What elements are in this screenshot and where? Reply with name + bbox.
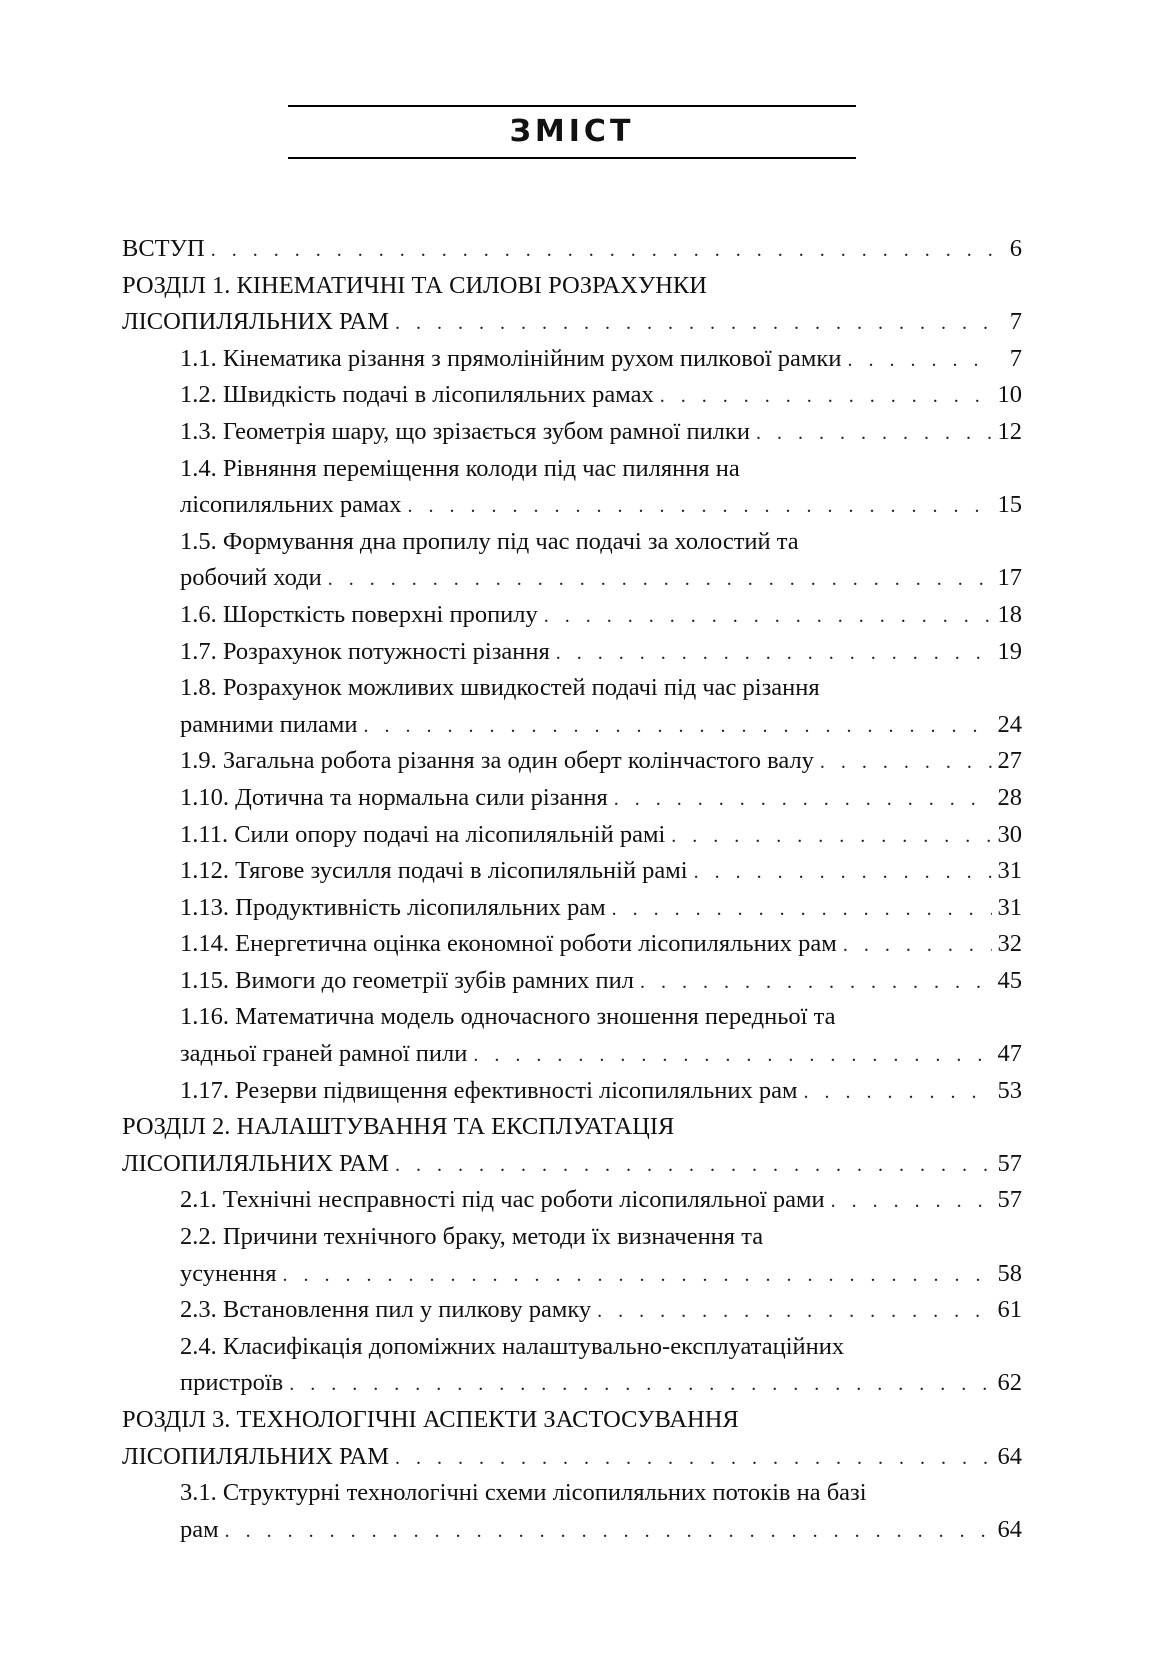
toc-entry-title: пристроїв	[180, 1365, 285, 1402]
toc-entry-title: 1.3. Геометрія шару, що зрізається зубом рамної пилки	[180, 414, 752, 451]
toc-page-number: 64	[997, 1442, 1022, 1470]
toc-entry	[122, 1329, 1022, 1366]
toc-entry	[122, 817, 1022, 854]
toc-leader-dots	[847, 342, 992, 379]
toc-entry	[122, 963, 1022, 1000]
toc-leader-dots	[820, 744, 992, 781]
toc-entry-title: 1.13. Продуктивність лісопиляльних рам	[180, 890, 608, 927]
toc-entry-title: 1.1. Кінематика різання з прямолінійним рухом пилкової рамки	[180, 341, 843, 378]
toc-leader-dots	[225, 1513, 992, 1550]
toc-leader-dots	[289, 1366, 992, 1403]
toc-page-number: 57	[997, 1149, 1022, 1177]
toc-leader-dots	[544, 598, 992, 635]
toc-leader-dots	[364, 708, 992, 745]
toc-entry	[122, 268, 1022, 305]
toc-leader-dots	[660, 378, 992, 415]
toc-leader-dots	[694, 854, 992, 891]
toc-entry	[122, 231, 1022, 268]
page-title: ЗМІСТ	[509, 114, 635, 149]
toc-entry-title: РОЗДІЛ 2. НАЛАШТУВАННЯ ТА ЕКСПЛУАТАЦІЯ	[122, 1113, 675, 1141]
toc-entry	[122, 634, 1022, 671]
toc-entry	[122, 707, 1022, 744]
toc-leader-dots	[473, 1037, 992, 1074]
toc-leader-dots	[612, 891, 992, 928]
toc-entry-title: задньої граней рамної пили	[180, 1036, 469, 1073]
toc-leader-dots	[804, 1074, 992, 1111]
toc-page-number: 64	[997, 1515, 1022, 1543]
toc-page-number: 53	[997, 1076, 1022, 1104]
toc-entry-title: 1.2. Швидкість подачі в лісопиляльних рамах	[180, 377, 656, 414]
toc-entry	[122, 1365, 1022, 1402]
toc-entry	[122, 999, 1022, 1036]
toc-entry-title: 2.3. Встановлення пил у пилкову рамку	[180, 1292, 593, 1329]
toc-entry	[122, 780, 1022, 817]
toc-entry-title: 1.5. Формування дна пропилу під час подачі за холостий та	[180, 527, 799, 555]
toc-entry-title: рам	[180, 1512, 221, 1549]
toc-entry	[122, 341, 1022, 378]
toc-entry-title: 1.7. Розрахунок потужності різання	[180, 634, 552, 671]
toc-entry	[122, 743, 1022, 780]
toc-entry-title: 1.8. Розрахунок можливих швидкостей подачі під час різання	[180, 674, 820, 702]
toc-leader-dots	[395, 1147, 992, 1184]
toc-page-number: 18	[997, 600, 1022, 628]
toc-page-number: 31	[997, 857, 1022, 885]
toc-leader-dots	[395, 305, 992, 342]
toc-entry	[122, 451, 1022, 488]
toc-page-number: 30	[997, 820, 1022, 848]
toc-entry	[122, 1109, 1022, 1146]
toc-leader-dots	[211, 232, 992, 269]
toc-page-number: 19	[997, 637, 1022, 665]
toc-entry	[122, 1219, 1022, 1256]
toc-entry	[122, 414, 1022, 451]
toc-leader-dots	[328, 561, 992, 598]
toc-entry	[122, 524, 1022, 561]
toc-entry-title: лісопиляльних рамах	[180, 487, 403, 524]
toc-entry-title: ЛІСОПИЛЯЛЬНИХ РАМ	[122, 1146, 391, 1183]
toc-leader-dots	[756, 415, 992, 452]
toc-entry-title: ВСТУП	[122, 231, 207, 268]
toc-page-number: 7	[1009, 308, 1022, 336]
toc-entry-title: 2.2. Причини технічного браку, методи їх визначення та	[180, 1223, 764, 1251]
toc-entry	[122, 560, 1022, 597]
toc-entry	[122, 853, 1022, 890]
toc-leader-dots	[614, 781, 992, 818]
toc-entry	[122, 926, 1022, 963]
toc-entry-title: 1.14. Енергетична оцінка економної роботи лісопиляльних рам	[180, 926, 839, 963]
toc-entry	[122, 1182, 1022, 1219]
toc-leader-dots	[597, 1293, 992, 1330]
toc-page-number: 12	[997, 417, 1022, 445]
toc-entry	[122, 487, 1022, 524]
toc-entry-title: РОЗДІЛ 1. КІНЕМАТИЧНІ ТА СИЛОВІ РОЗРАХУНКИ	[122, 271, 707, 299]
toc-entry	[122, 304, 1022, 341]
toc-entry	[122, 1073, 1022, 1110]
toc-entry	[122, 1439, 1022, 1476]
toc-entry-title: усунення	[180, 1256, 279, 1293]
toc-entry	[122, 890, 1022, 927]
toc-page-number: 17	[997, 564, 1022, 592]
toc-entry-title: 1.12. Тягове зусилля подачі в лісопиляльній рамі	[180, 853, 690, 890]
title-block	[288, 105, 856, 159]
toc-leader-dots	[671, 818, 992, 855]
toc-page-number: 47	[997, 1040, 1022, 1068]
toc-entry-title: рамними пилами	[180, 707, 360, 744]
toc-page-number: 31	[997, 893, 1022, 921]
toc-entry-title: 1.16. Математична модель одночасного зношення передньої та	[180, 1003, 836, 1031]
toc-entry	[122, 1402, 1022, 1439]
toc-page-number: 45	[997, 966, 1022, 994]
toc-entry-title: РОЗДІЛ 3. ТЕХНОЛОГІЧНІ АСПЕКТИ ЗАСТОСУВАННЯ	[122, 1406, 739, 1433]
toc-page-number: 15	[997, 491, 1022, 519]
toc-entry-title: 1.11. Сили опору подачі на лісопиляльній рамі	[180, 817, 667, 854]
toc-entry	[122, 377, 1022, 414]
toc-page-number: 24	[997, 710, 1022, 738]
toc-entry	[122, 1512, 1022, 1549]
toc-entry-title: ЛІСОПИЛЯЛЬНИХ РАМ	[122, 1439, 391, 1476]
toc-leader-dots	[831, 1183, 992, 1220]
toc-page-number: 57	[997, 1186, 1022, 1214]
toc-page-number: 62	[997, 1369, 1022, 1397]
toc-page-number: 6	[1009, 235, 1022, 262]
toc-entry	[122, 670, 1022, 707]
toc-entry-title: 1.17. Резерви підвищення ефективності лісопиляльних рам	[180, 1073, 800, 1110]
toc-page-number: 10	[997, 381, 1022, 409]
toc-page-number: 28	[997, 783, 1022, 811]
toc-leader-dots	[395, 1440, 992, 1477]
toc-entry	[122, 597, 1022, 634]
toc-leader-dots	[640, 964, 992, 1001]
table-of-contents	[122, 231, 1022, 1548]
toc-entry-title: 2.4. Класифікація допоміжних налаштувально-експлуатаційних	[180, 1332, 845, 1360]
toc-entry-title: ЛІСОПИЛЯЛЬНИХ РАМ	[122, 304, 391, 341]
toc-page-number: 32	[997, 930, 1022, 958]
toc-leader-dots	[283, 1257, 992, 1294]
toc-entry-title: 1.6. Шорсткість поверхні пропилу	[180, 597, 540, 634]
toc-entry-title: 1.15. Вимоги до геометрії зубів рамних пил	[180, 963, 636, 1000]
toc-page-number: 58	[997, 1259, 1022, 1287]
toc-entry-title: робочий ходи	[180, 560, 324, 597]
toc-leader-dots	[556, 635, 992, 672]
toc-entry-title: 1.9. Загальна робота різання за один оберт колінчастого валу	[180, 743, 816, 780]
toc-entry-title: 1.10. Дотична та нормальна сили різання	[180, 780, 610, 817]
toc-entry	[122, 1475, 1022, 1512]
toc-leader-dots	[407, 488, 992, 525]
toc-page-number: 61	[997, 1296, 1022, 1324]
toc-entry	[122, 1036, 1022, 1073]
toc-leader-dots	[843, 927, 992, 964]
toc-page-number: 27	[997, 747, 1022, 775]
toc-entry	[122, 1146, 1022, 1183]
toc-entry	[122, 1292, 1022, 1329]
toc-entry-title: 3.1. Структурні технологічні схеми лісопиляльних потоків на базі	[180, 1479, 867, 1507]
toc-entry-title: 1.4. Рівняння переміщення колоди під час пиляння на	[180, 454, 740, 482]
toc-page-number: 7	[1009, 344, 1022, 372]
toc-entry	[122, 1256, 1022, 1293]
toc-entry-title: 2.1. Технічні несправності під час роботи лісопиляльної рами	[180, 1182, 827, 1219]
